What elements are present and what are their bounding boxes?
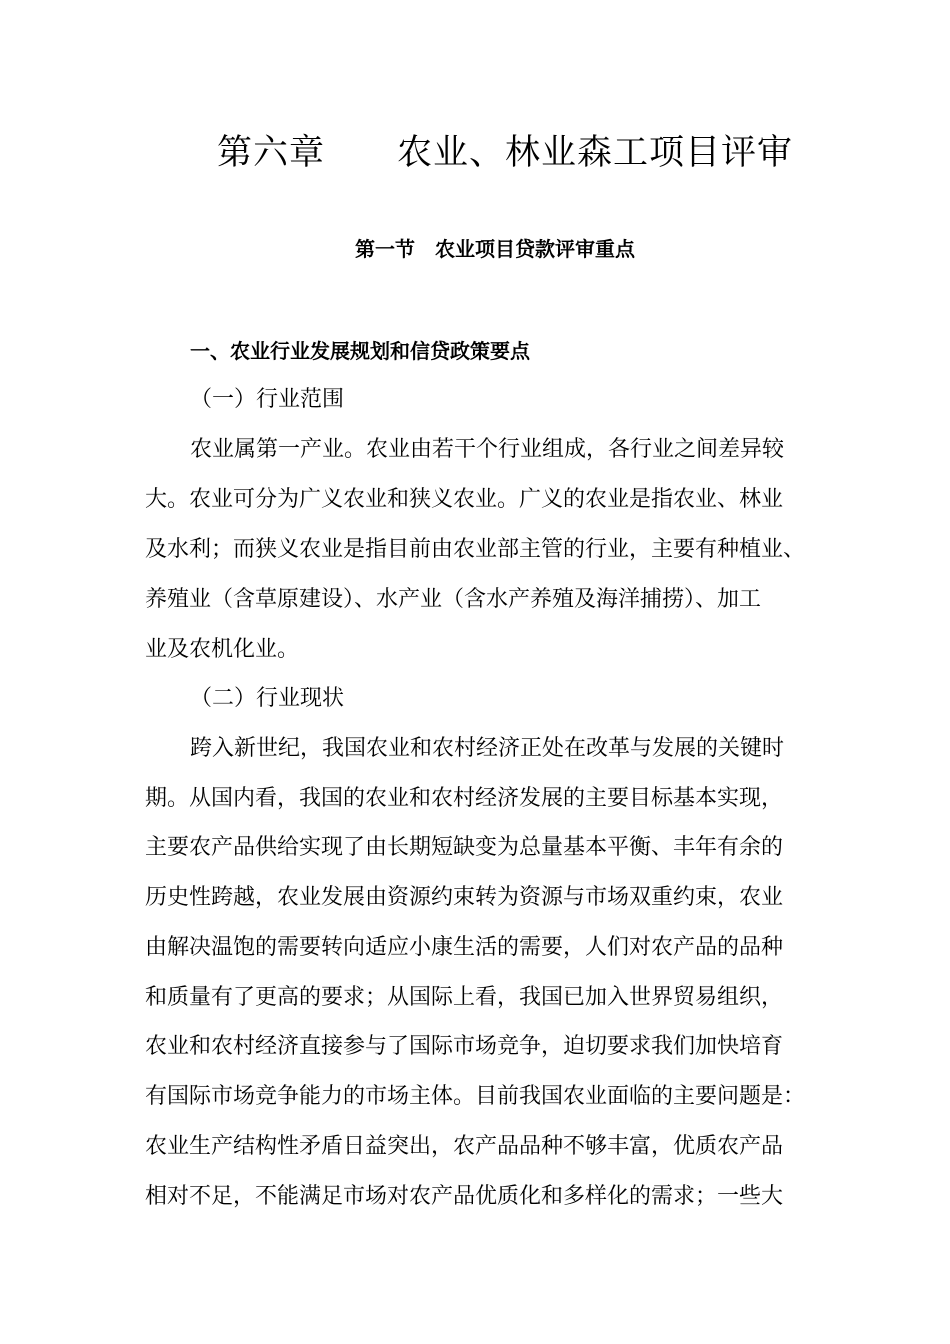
subheading-status: （二）行业现状	[190, 686, 345, 711]
paragraph-1-line: 养殖业（含草原建设）、水产业（含水产养殖及海洋捕捞）、加工	[145, 587, 762, 612]
paragraph-1-line: 大。农业可分为广义农业和狭义农业。广义的农业是指农业、林业	[145, 487, 784, 512]
heading-1: 一、农业行业发展规划和信贷政策要点	[190, 339, 530, 363]
paragraph-1-line: 农业属第一产业。农业由若干个行业组成，各行业之间差异较	[190, 437, 785, 462]
paragraph-2-line: 期。从国内看，我国的农业和农村经济发展的主要目标基本实现，	[145, 786, 784, 811]
paragraph-1-line: 业及农机化业。	[145, 637, 300, 662]
paragraph-2-line: 有国际市场竞争能力的市场主体。目前我国农业面临的主要问题是：	[145, 1084, 806, 1109]
subheading-scope: （一）行业范围	[190, 387, 345, 412]
paragraph-2-line: 和质量有了更高的要求；从国际上看，我国已加入世界贸易组织，	[145, 985, 784, 1010]
paragraph-2-line: 跨入新世纪，我国农业和农村经济正处在改革与发展的关键时	[190, 736, 785, 761]
paragraph-2-line: 农业生产结构性矛盾日益突出，农产品品种不够丰富，优质农产品	[145, 1134, 784, 1159]
paragraph-2-line: 主要农产品供给实现了由长期短缺变为总量基本平衡、丰年有余的	[145, 835, 784, 860]
paragraph-2-line: 相对不足，不能满足市场对农产品优质化和多样化的需求；一些大	[145, 1184, 784, 1209]
chapter-title: 第六章 农业、林业森工项目评审	[216, 133, 793, 173]
paragraph-2-line: 历史性跨越，农业发展由资源约束转为资源与市场双重约束，农业	[145, 885, 784, 910]
paragraph-1-line: 及水利；而狭义农业是指目前由农业部主管的行业，主要有种植业、	[145, 537, 806, 562]
section-title: 第一节 农业项目贷款评审重点	[355, 237, 635, 261]
paragraph-2-line: 由解决温饱的需要转向适应小康生活的需要，人们对农产品的品种	[145, 935, 784, 960]
paragraph-2-line: 农业和农村经济直接参与了国际市场竞争，迫切要求我们加快培育	[145, 1034, 784, 1059]
